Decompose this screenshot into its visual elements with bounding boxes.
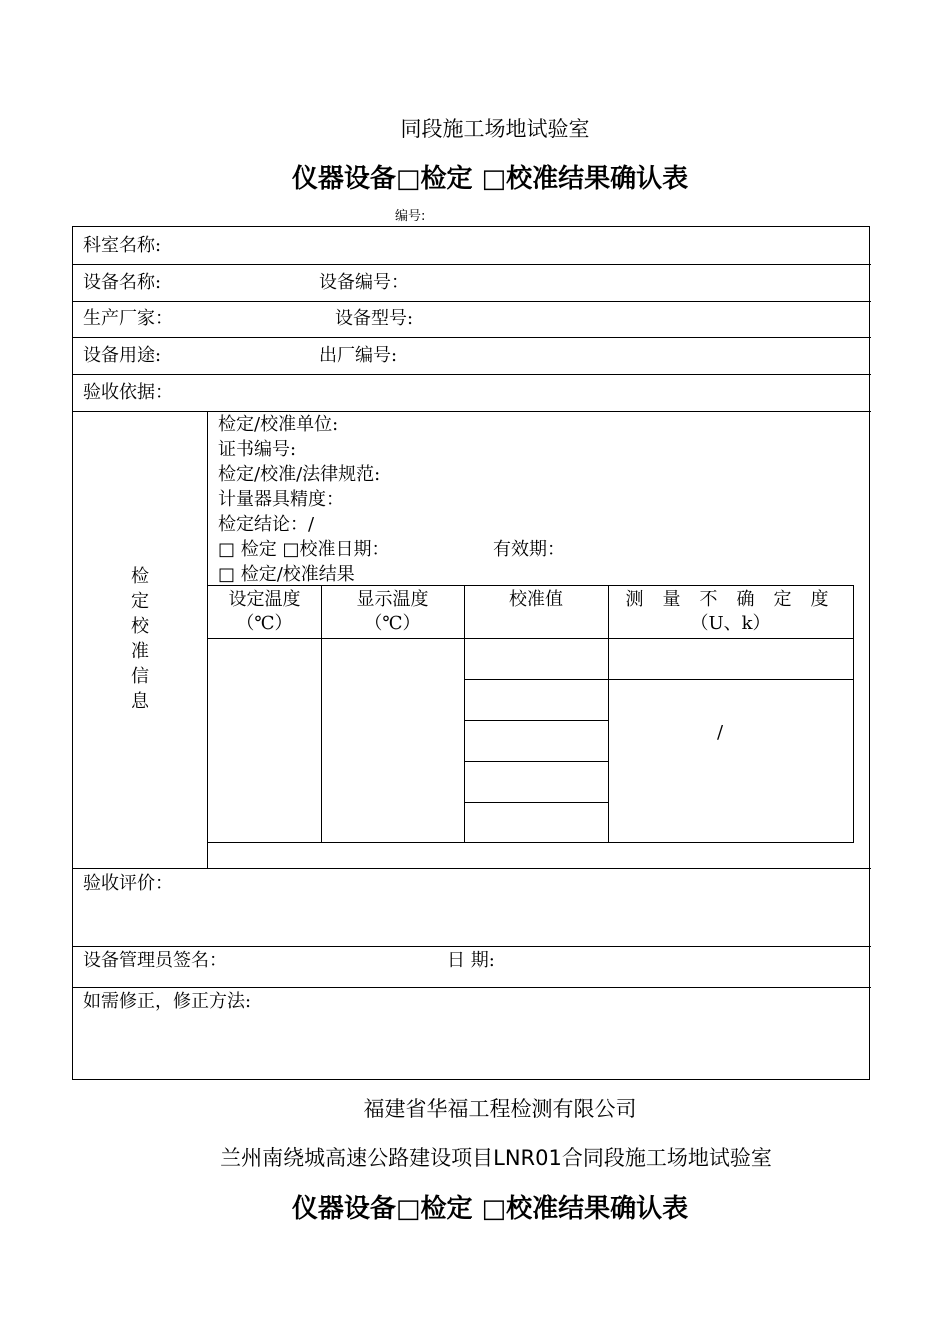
acceptance-basis-label: 验收依据：	[83, 382, 173, 403]
vertical-char: 校	[131, 616, 149, 637]
precision-label: 计量器具精度：	[218, 489, 344, 510]
project-lab-name: 兰州南绕城高速公路建设项目LNR01合同段施工场地试验室	[220, 1146, 772, 1170]
validity-label: 有效期：	[493, 539, 565, 560]
model-label: 设备型号:	[335, 308, 414, 329]
dept-name-label: 科室名称:	[83, 235, 162, 256]
uncertainty-value: /	[716, 722, 724, 743]
confirmation-form	[72, 226, 870, 1080]
regulation-label: 检定/校准/法律规范:	[218, 464, 381, 485]
vertical-char: 信	[131, 666, 149, 687]
doc-number-label: 编号:	[395, 209, 426, 224]
manufacturer-label: 生产厂家：	[83, 308, 173, 329]
lab-title: 同段施工场地试验室	[400, 117, 590, 141]
manager-signature-label: 设备管理员签名：	[83, 950, 227, 971]
date-label: 日 期:	[447, 950, 495, 971]
header-set-temp: 设定温度 （℃）	[228, 589, 301, 634]
cal-result-label: □ 检定/校准结果	[218, 564, 355, 585]
form-title: 仪器设备□检定 □校准结果确认表	[291, 164, 689, 194]
conclusion-label: 检定结论：/	[218, 514, 315, 535]
correction-method-label: 如需修正，修正方法:	[83, 991, 252, 1012]
vertical-char: 定	[131, 591, 149, 612]
header-display-temp: 显示温度 （℃）	[356, 589, 429, 634]
cal-unit-label: 检定/校准单位:	[218, 414, 339, 435]
vertical-char: 息	[131, 691, 149, 712]
cal-date-label: □ 检定 □校准日期：	[218, 539, 390, 560]
header-uncertainty: 测量不确定度 （U、k）	[625, 589, 848, 634]
equip-number-label: 设备编号：	[319, 272, 409, 293]
serial-number-label: 出厂编号:	[319, 345, 398, 366]
certificate-number-label: 证书编号:	[218, 439, 297, 460]
footer-form-title: 仪器设备□检定 □校准结果确认表	[291, 1194, 689, 1224]
vertical-char: 准	[131, 641, 149, 662]
equip-name-label: 设备名称:	[83, 272, 162, 293]
header-calibration-value: 校准值	[509, 589, 563, 610]
purpose-label: 设备用途:	[83, 345, 162, 366]
vertical-char: 检	[131, 566, 149, 587]
evaluation-label: 验收评价：	[83, 873, 173, 894]
company-name: 福建省华福工程检测有限公司	[363, 1097, 637, 1121]
